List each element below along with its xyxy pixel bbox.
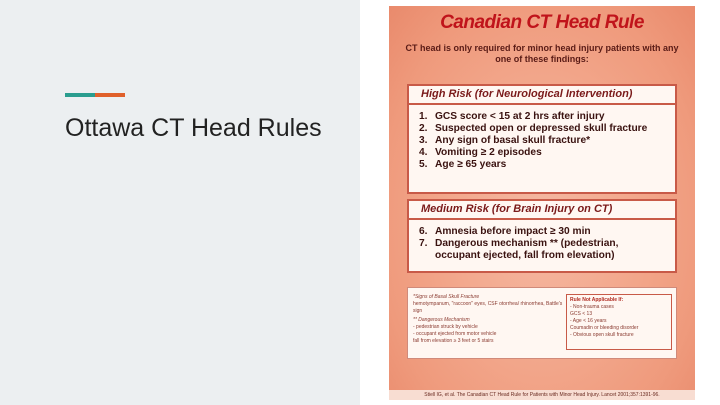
not-applicable-item: - Age < 16 years bbox=[570, 318, 607, 324]
list-item: 7. Dangerous mechanism ** (pedestrian, occupant ejected, fall from elevation) bbox=[419, 238, 619, 261]
basal-fracture-text: hemotympanum, "raccoon" eyes, CSF otorrhea/ rhinorrhea, Battle's sign bbox=[413, 301, 563, 314]
not-applicable-item: - Obvious open skull fracture bbox=[570, 332, 634, 338]
high-risk-header: High Risk (for Neurological Intervention) bbox=[409, 86, 675, 105]
list-item: 4. Vomiting ≥ 2 episodes bbox=[419, 147, 542, 158]
basal-fracture-header: *Signs of Basal Skull Fracture bbox=[413, 294, 480, 300]
mechanism-item: fall from elevation ≥ 3 feet or 5 stairs bbox=[413, 338, 494, 344]
high-risk-box bbox=[407, 84, 677, 194]
not-applicable-header: Rule Not Applicable If: bbox=[570, 297, 624, 303]
footnotes-left bbox=[413, 292, 563, 345]
poster-title: Canadian CT Head Rule bbox=[440, 12, 644, 33]
not-applicable-item: Coumadin or bleeding disorder bbox=[570, 325, 639, 331]
poster-image bbox=[389, 6, 695, 400]
list-item: 1. GCS score < 15 at 2 hrs after injury bbox=[419, 111, 605, 122]
medium-risk-list bbox=[409, 220, 675, 262]
citation: Stiell IG, et al. The Canadian CT Head Rule for Patients with Minor Head Injury. Lancet 2001;357:1391-96. bbox=[389, 390, 695, 400]
not-applicable-item: GCS < 13 bbox=[570, 311, 593, 317]
mechanism-item: - pedestrian struck by vehicle bbox=[413, 324, 478, 330]
not-applicable-item: - Non-trauma cases bbox=[570, 304, 614, 310]
high-risk-list bbox=[409, 105, 675, 171]
list-item: 2. Suspected open or depressed skull fracture bbox=[419, 123, 648, 134]
list-item: 3. Any sign of basal skull fracture* bbox=[419, 135, 591, 146]
poster-subtitle: CT head is only required for minor head injury patients with any one of these findings: bbox=[405, 43, 679, 64]
slide-title: Ottawa CT Head Rules bbox=[65, 114, 322, 142]
medium-risk-box bbox=[407, 199, 677, 273]
not-applicable-box bbox=[566, 294, 672, 350]
medium-risk-header: Medium Risk (for Brain Injury on CT) bbox=[409, 201, 675, 220]
mechanism-header: ** Dangerous Mechanism bbox=[413, 317, 470, 323]
list-item: 6. Amnesia before impact ≥ 30 min bbox=[419, 226, 591, 237]
accent-bar-orange bbox=[95, 93, 125, 97]
list-item: 5. Age ≥ 65 years bbox=[419, 159, 507, 170]
accent-bar-teal bbox=[65, 93, 95, 97]
footnotes-box bbox=[407, 287, 677, 359]
mechanism-item: - occupant ejected from motor vehicle bbox=[413, 331, 497, 337]
